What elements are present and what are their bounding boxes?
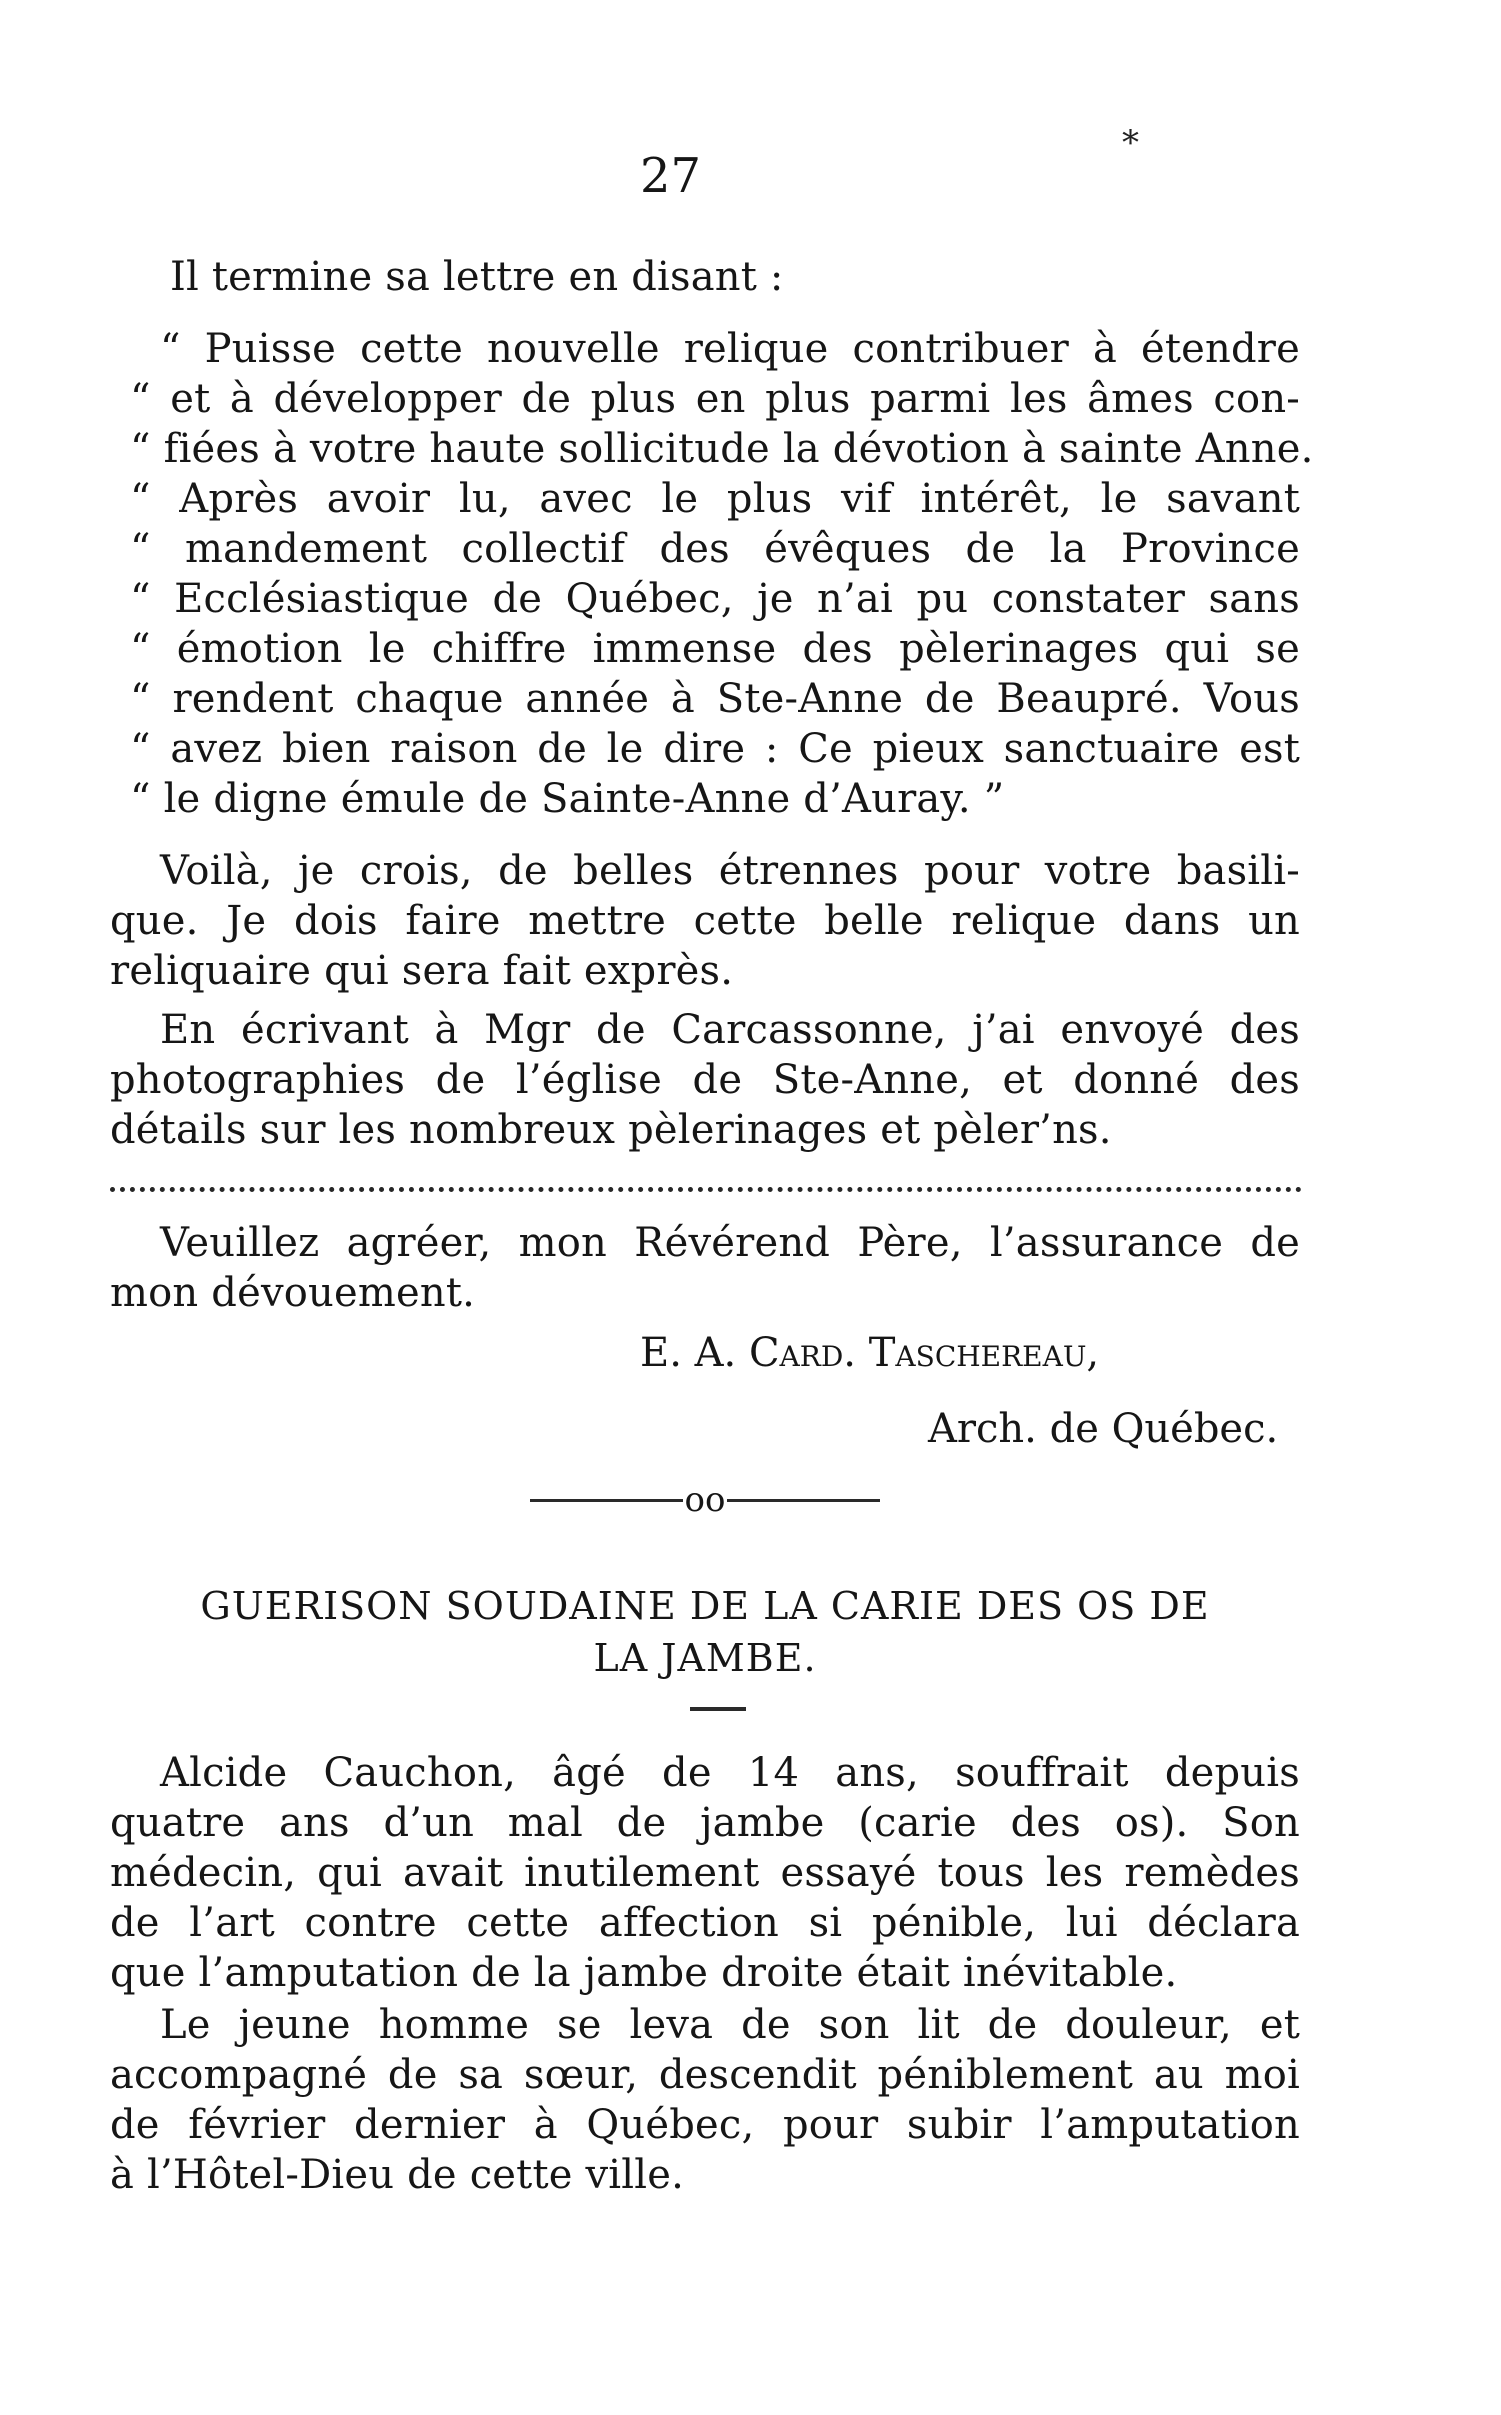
signature-title: Arch. de Québec. xyxy=(928,1406,1279,1452)
section-heading xyxy=(100,1580,1310,1684)
quote-line: “ mandement collectif des évêques de la Province xyxy=(130,526,1300,572)
paragraph-line: détails sur les nombreux pèlerinages et pèler’ns. xyxy=(110,1107,1112,1153)
quote-line: “ fiées à votre haute sollicitude la dévotion à sainte Anne. xyxy=(130,426,1314,472)
paragraph-line: photographies de l’église de Ste-Anne, et donné des xyxy=(110,1057,1300,1103)
quote-line: “ et à développer de plus en plus parmi les âmes con- xyxy=(130,376,1300,422)
quote-line: “ Après avoir lu, avec le plus vif intérêt, le savant xyxy=(130,476,1300,522)
ornament-symbol: oo xyxy=(684,1480,726,1520)
heading-line: GUERISON SOUDAINE DE LA CARIE DES OS DE xyxy=(200,1584,1210,1628)
heading-dash xyxy=(690,1707,746,1711)
page-number: 27 xyxy=(640,148,702,204)
paragraph-line: que l’amputation de la jambe droite était inévitable. xyxy=(110,1950,1178,1996)
intro-paragraph xyxy=(110,252,1300,302)
quotation-block xyxy=(110,324,1314,824)
story-paragraph-1 xyxy=(110,1748,1300,1998)
paragraph-line: reliquaire qui sera fait exprès. xyxy=(110,948,734,994)
signature-name: E. A. Card. Taschereau, xyxy=(640,1330,1100,1376)
paragraph-line: Alcide Cauchon, âgé de 14 ans, souffrait depuis xyxy=(160,1750,1300,1796)
intro-line: Il termine sa lettre en disant : xyxy=(170,254,784,300)
quote-line: “ avez bien raison de le dire : Ce pieux sanctuaire est xyxy=(130,726,1300,772)
heading-line: LA JAMBE. xyxy=(593,1636,817,1680)
ornament-rule-left xyxy=(530,1499,683,1502)
voila-paragraph xyxy=(110,846,1300,996)
paragraph-line: de février dernier à Québec, pour subir l’amputation xyxy=(110,2102,1300,2148)
paragraph-line: de l’art contre cette affection si pénible, lui déclara xyxy=(110,1900,1300,1946)
paragraph-line: accompagné de sa sœur, descendit péniblement au moi xyxy=(110,2052,1300,2098)
paragraph-line: En écrivant à Mgr de Carcassonne, j’ai envoyé des xyxy=(160,1007,1300,1053)
paragraph-line: mon dévouement. xyxy=(110,1270,476,1316)
paragraph-line: que. Je dois faire mettre cette belle relique dans un xyxy=(110,898,1300,944)
paragraph-line: Veuillez agréer, mon Révérend Père, l’assurance de xyxy=(160,1220,1300,1266)
ornament-rule-right xyxy=(727,1499,880,1502)
paragraph-line: Voilà, je crois, de belles étrennes pour votre basili- xyxy=(160,848,1300,894)
paragraph-line: quatre ans d’un mal de jambe (carie des os). Son xyxy=(110,1800,1300,1846)
ecrivant-paragraph xyxy=(110,1005,1300,1155)
paragraph-line: à l’Hôtel-Dieu de cette ville. xyxy=(110,2152,685,2198)
quote-line: “ rendent chaque année à Ste-Anne de Beaupré. Vous xyxy=(130,676,1300,722)
stray-mark: * xyxy=(1122,123,1139,163)
closing-paragraph xyxy=(110,1218,1300,1318)
paragraph-line: Le jeune homme se leva de son lit de douleur, et xyxy=(160,2002,1300,2048)
quote-line: “ le digne émule de Sainte-Anne d’Auray. ” xyxy=(130,776,1005,822)
dotted-divider xyxy=(110,1187,1302,1192)
story-paragraph-2 xyxy=(110,2000,1300,2200)
section-ornament xyxy=(530,1480,880,1520)
quote-line: “ émotion le chiffre immense des pèlerinages qui se xyxy=(130,626,1300,672)
quote-line: “ Puisse cette nouvelle relique contribuer à étendre xyxy=(160,326,1300,372)
quote-line: “ Ecclésiastique de Québec, je n’ai pu constater sans xyxy=(130,576,1300,622)
paragraph-line: médecin, qui avait inutilement essayé tous les remèdes xyxy=(110,1850,1300,1896)
